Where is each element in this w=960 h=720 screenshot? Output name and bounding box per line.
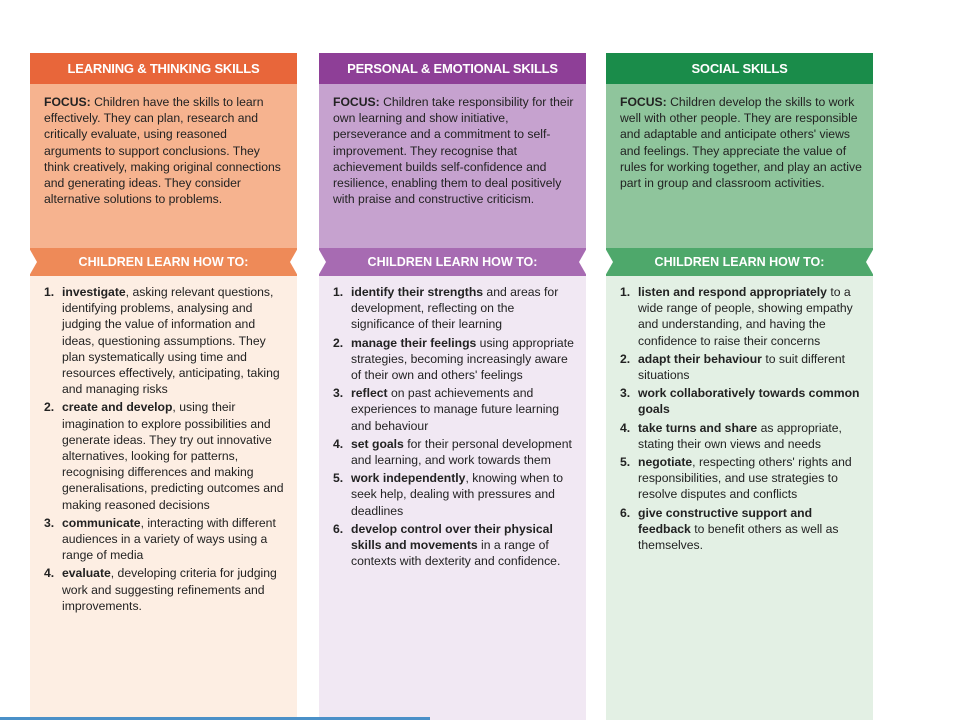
list-item: 5. negotiate, respecting others' rights and responsibilities, and use strategies to resolve disputes and conflicts [620,455,852,502]
list-item: 4. take turns and share as appropriate, stating their own views and needs [620,420,842,451]
list-item: 6. give constructive support and feedback to benefit others as well as themselves. [620,505,839,553]
learn-label: CHILDREN LEARN HOW TO: [654,255,825,269]
focus-label: FOCUS: [44,95,95,109]
list-item: 3. communicate, interacting with different audiences in a variety of ways using a range of media [44,515,276,563]
focus-text: Children have the skills to learn effectively. They can plan, research and critically evaluate, using reasoned arguments to support conclusions. They think creatively, making original connections and generating ideas. They consider alternative solutions to problems. [44,95,281,207]
skills-list [319,276,586,720]
list-item: 1. investigate, asking relevant questions, identifying problems, analysing and judging the value of information and ideas, questioning assumptions. They plan systematically using time and resources effectively, anticipating, taking and managing risks [44,285,280,397]
list-item: 4. evaluate, developing criteria for judging work and suggesting refinements and improvements. [44,566,277,613]
column-title: PERSONAL & EMOTIONAL SKILLS [319,53,586,84]
focus-text: Children develop the skills to work well with other people. They are responsible and adaptable and anticipate others' views and feelings. They appreciate the value of rules for working together, and play an active part in group and classroom activities. [620,95,862,191]
focus-text: Children take responsibility for their own learning and show initiative, perseverance and a commitment to self-improvement. They recognise that achievement builds self-confidence and resilience, enabling them to deal positively with praise and constructive criticism. [333,95,574,207]
list-item: 6. develop control over their physical skills and movements in a range of contexts with dexterity and confidence. [333,521,561,569]
children-learn-banner [319,248,586,276]
focus-box [606,84,873,248]
skills-list [606,276,873,720]
learn-label: CHILDREN LEARN HOW TO: [78,255,249,269]
focus-box [30,84,297,248]
list-item: 4. set goals for their personal development and learning, and work towards them [333,436,572,468]
list-item: 5. work independently, knowing when to seek help, dealing with pressures and deadlines [333,471,564,518]
column-title: LEARNING & THINKING SKILLS [30,53,297,84]
column-title: SOCIAL SKILLS [606,53,873,84]
list-item: 2. adapt their behaviour to suit different situations [620,351,846,383]
focus-label: FOCUS: [620,95,671,109]
children-learn-banner [606,248,873,276]
list-item: 1. identify their strengths and areas for development, reflecting on the significance of their learning [333,285,559,332]
children-learn-banner [30,248,297,276]
focus-label: FOCUS: [333,95,384,109]
list-item: 3. reflect on past achievements and experiences to manage future learning and behaviour [333,386,559,433]
list-item: 3. work collaboratively towards common goals [620,386,860,417]
skills-list [30,276,297,720]
learning-thinking-skills-column [30,53,297,720]
list-item: 2. create and develop, using their imagination to explore possibilities and generate ideas. They try out innovative alternatives, looking for patterns, recognising differences and making generalisations, predicting outcomes and making reasoned decisions [44,400,284,512]
social-skills-column [606,53,873,720]
learn-label: CHILDREN LEARN HOW TO: [367,255,538,269]
list-item: 1. listen and respond appropriately to a wide range of people, showing empathy and understanding, and having the confidence to raise their concerns [620,285,853,348]
list-item: 2. manage their feelings using appropriate strategies, becoming increasingly aware of their own and others' feelings [333,335,574,383]
focus-box [319,84,586,248]
personal-emotional-skills-column [319,53,586,720]
